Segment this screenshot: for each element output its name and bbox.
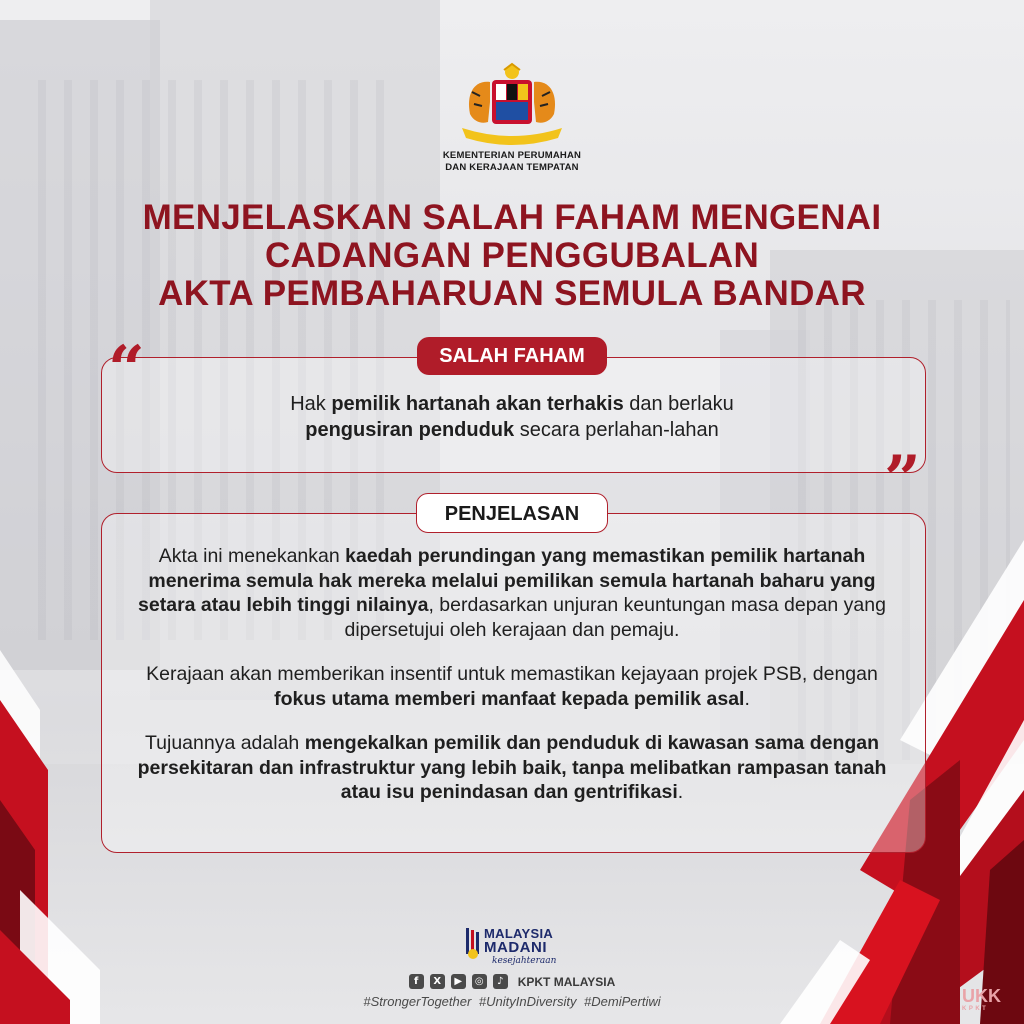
explanation-label: PENJELASAN (416, 493, 608, 533)
misconception-text: Hak pemilik hartanah akan terhakis dan berlaku pengusiran penduduk secara perlahan-lahan (290, 393, 734, 441)
youtube-icon[interactable]: ▶ (451, 974, 466, 989)
madani-line-2: MADANI (484, 939, 547, 956)
page-title (0, 199, 1024, 313)
explanation-paragraph-2: Kerajaan akan memberikan insentif untuk memastikan kejayaan projek PSB, dengan fokus utama memberi manfaat kepada pemilik asal. (146, 663, 878, 710)
explanation-paragraph-1: Akta ini menekankan kaedah perundingan yang memastikan pemilik hartanah menerima semula hak mereka melalui pemilikan semula hartanah baharu yang setara atau lebih tinggi nilainya, berdasarkan unjuran keuntungan masa depan yang dipersetujui oleh kerajaan dan pemaju. (138, 545, 886, 641)
ministry-line-2: DAN KERAJAAN TEMPATAN (445, 162, 579, 173)
explanation-text (130, 544, 894, 825)
ministry-name (0, 150, 1024, 174)
coat-of-arms-logo (452, 62, 572, 146)
madani-line-1: MALAYSIA (484, 926, 554, 941)
ukk-sub: KPKT (962, 1006, 989, 1012)
social-handle: KPKT MALAYSIA (517, 974, 616, 989)
open-quote-icon: “ (108, 332, 145, 407)
instagram-icon[interactable]: ◎ (472, 974, 487, 989)
title-line-1: MENJELASKAN SALAH FAHAM MENGENAI (142, 198, 882, 237)
ministry-line-1: KEMENTERIAN PERUMAHAN (442, 150, 582, 161)
facebook-icon[interactable]: f (409, 974, 424, 989)
misconception-label: SALAH FAHAM (417, 337, 607, 375)
hashtags: #StrongerTogether #UnityInDiversity #DemiPertiwi (363, 994, 661, 1009)
title-line-2: CADANGAN PENGGUBALAN (264, 236, 760, 275)
title-line-3: AKTA PEMBAHARUAN SEMULA BANDAR (158, 274, 866, 313)
ukk-main: UKK (962, 986, 1001, 1006)
tiktok-icon[interactable]: ♪ (493, 974, 508, 989)
x-icon[interactable]: X (430, 974, 445, 989)
social-bar (0, 974, 1024, 989)
malaysia-madani-logo (462, 924, 562, 968)
ukk-kpkt-logo (962, 987, 1001, 1013)
madani-mark-icon (464, 926, 482, 960)
left-red-stripes (0, 590, 110, 1024)
close-quote-icon: ” (884, 442, 921, 517)
explanation-paragraph-3: Tujuannya adalah mengekalkan pemilik dan penduduk di kawasan sama dengan persekitaran dan infrastruktur yang lebih baik, tanpa melibatkan rampasan tanah atau isu penindasan dan gentrifikasi. (137, 732, 887, 803)
madani-line-3: kesejahteraan (492, 956, 557, 966)
